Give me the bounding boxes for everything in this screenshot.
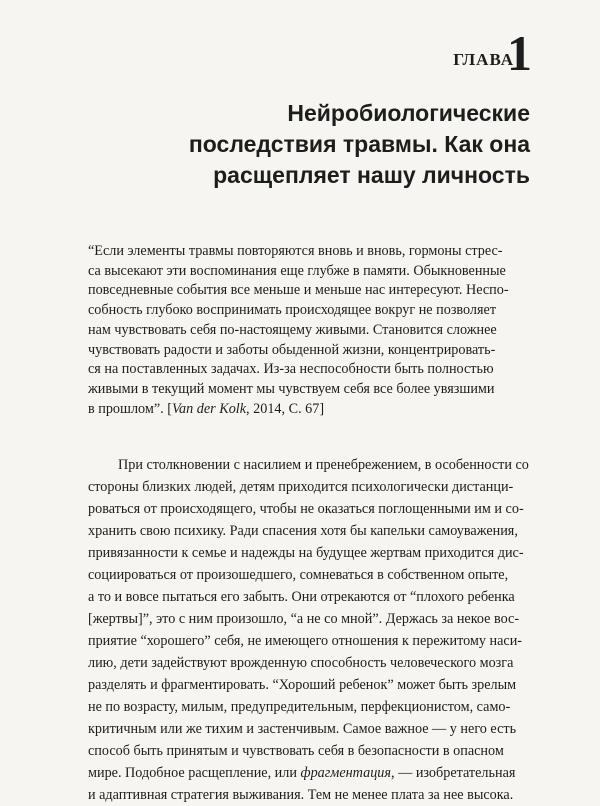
chapter-title-line: Нейробиологические: [287, 100, 530, 126]
epigraph-line: нам чувствовать себя по-настоящему живыми. Становится сложнее: [88, 321, 497, 338]
citation-details: , 2014, С. 67]: [246, 400, 325, 417]
body-line: не по возрасту, милым, предупредительным, перфекционистом, само-: [88, 699, 511, 715]
body-paragraph: [88, 454, 533, 806]
body-line: критичным или же тихим и застенчивым. Самое важное — у него есть: [88, 721, 517, 737]
body-line-emphasis: [88, 762, 533, 784]
epigraph-line: живыми в текущий момент мы чувствуем себя все более увязшими: [88, 380, 495, 397]
body-line: хранить свою психику. Ради спасения хотя бы капельки самоуважения,: [88, 523, 518, 539]
chapter-label: ГЛАВА: [453, 50, 514, 69]
body-line: роваться от происходящего, чтобы не оказаться поглощенными им и со-: [88, 501, 524, 517]
chapter-number: 1: [507, 25, 532, 81]
epigraph-line: чувствовать радости и заботы обыденной жизни, концентрировать-: [88, 341, 496, 358]
body-line: разделять и фрагментировать. “Хороший ребенок” может быть зрелым: [88, 677, 517, 693]
chapter-title-line: расщепляет нашу личность: [213, 162, 530, 188]
body-line: социироваться от произошедшего, сомневаться в собственном опыте,: [88, 567, 509, 583]
body-line: привязанности к семье и надежды на будущее жертвам приходится дис-: [88, 545, 524, 561]
epigraph-line: са высекают эти воспоминания еще глубже в памяти. Обыкновенные: [88, 262, 506, 279]
emphasized-term: фрагментация: [300, 765, 391, 781]
chapter-title: [90, 98, 530, 191]
epigraph-citation-line: [88, 400, 528, 420]
body-line: стороны близких людей, детям приходится психологически дистанци-: [88, 479, 514, 495]
epigraph-line: повседневные события все меньше и меньше нас интересуют. Неспо-: [88, 282, 509, 299]
body-line: а то и вовсе пытаться его забыть. Они отрекаются от “плохого ребенка: [88, 589, 515, 605]
epigraph-line: ся на поставленных задачах. Из-за неспособности быть полностью: [88, 361, 494, 378]
epigraph-line-start: в прошлом”. [: [88, 400, 172, 417]
body-line: При столкновении с насилием и пренебрежением, в особенности со: [118, 457, 529, 473]
epigraph-quote: [88, 242, 528, 419]
citation-author: Van der Kolk: [171, 400, 247, 417]
body-line: приятие “хорошего” себя, не имеющего отношения к пережитому наси-: [88, 633, 523, 649]
body-line: способ быть принятым и чувствовать себя в безопасности в опасном: [88, 743, 504, 759]
body-line: лию, дети задействуют врожденную способность человеческого мозга: [88, 655, 514, 671]
body-line-end: , — изобретательная: [390, 765, 516, 781]
body-line: [жертвы]”, это с ним произошло, “а не со мной”. Держась за некое вос-: [88, 611, 520, 627]
body-line: и адаптивная стратегия выживания. Тем не менее плата за нее высока.: [88, 787, 514, 803]
body-line-start: мире. Подобное расщепление, или: [88, 765, 301, 781]
chapter-title-line: последствия травмы. Как она: [188, 131, 530, 157]
epigraph-line: “Если элементы травмы повторяются вновь и вновь, гормоны стрес-: [88, 243, 503, 259]
epigraph-line: собность глубоко воспринимать происходящее вокруг не позволяет: [88, 302, 497, 319]
